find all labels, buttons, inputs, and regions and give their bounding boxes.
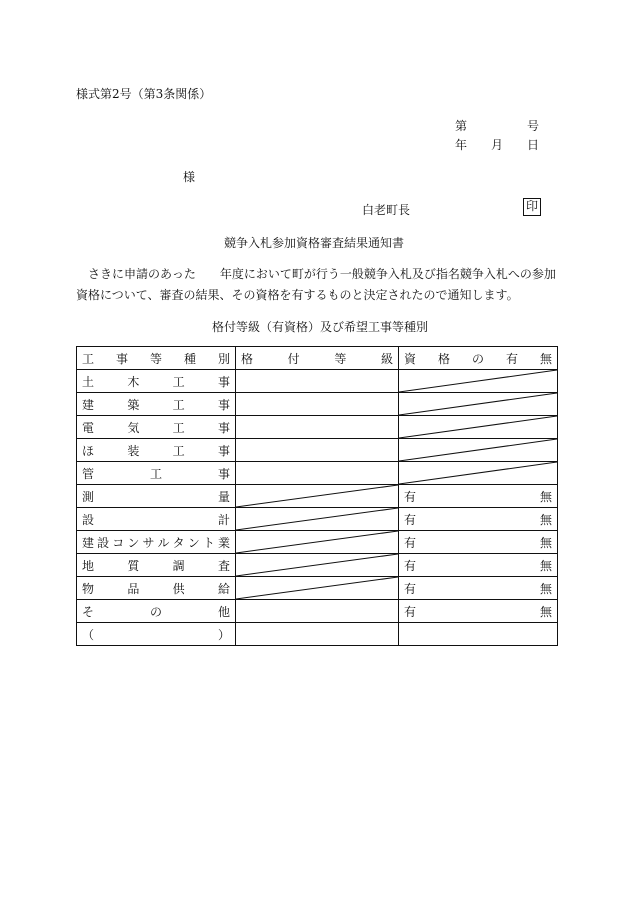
issuer-name: 白老町長 (362, 203, 411, 217)
yes-no-options (404, 580, 552, 597)
document-number-prefix: 第 (455, 119, 468, 133)
grade-cell[interactable] (236, 462, 399, 485)
table-caption: 格付等級（有資格）及び希望工事等種別 (212, 320, 429, 334)
work-type-cell (77, 600, 236, 623)
eligibility-cell[interactable] (399, 508, 558, 531)
table-row (77, 462, 558, 485)
eligibility-cell[interactable] (399, 416, 558, 439)
table-row (77, 577, 558, 600)
header-grade-text: 格 付 等 級 (241, 351, 393, 366)
grade-cell[interactable] (236, 577, 399, 600)
eligibility-cell[interactable] (399, 600, 558, 623)
work-type-text: ほ 装 工 事 (82, 443, 230, 458)
work-type-cell (77, 531, 236, 554)
date-day-label: 日 (527, 138, 540, 152)
work-type-text: 土 木 工 事 (82, 374, 230, 389)
work-type-text: 測 量 (82, 489, 230, 504)
work-type-text: そ の 他 (82, 604, 230, 619)
work-type-cell (77, 508, 236, 531)
header-eligibility (399, 347, 558, 370)
diagonal-line (236, 508, 398, 530)
work-type-cell (77, 370, 236, 393)
date-month-label: 月 (491, 138, 504, 152)
body-text-line-2: 資格について、審査の結果、その資格を有するものと決定されたので通知します。 (76, 288, 519, 302)
diagonal-line (236, 577, 398, 599)
eligibility-cell[interactable] (399, 485, 558, 508)
work-type-text: 物 品 供 給 (82, 581, 230, 596)
yes-no-options (404, 488, 552, 505)
no-label: 無 (539, 535, 552, 550)
yes-label: 有 (404, 581, 417, 596)
yes-label: 有 (404, 512, 417, 527)
table-row (77, 416, 558, 439)
diagonal-line (399, 370, 557, 392)
no-label: 無 (539, 604, 552, 619)
work-type-cell (77, 416, 236, 439)
other-work-type-parentheses (82, 626, 230, 643)
body-text-line-1: さきに申請のあった 年度において町が行う一般競争入札及び指名競争入札への参加 (88, 267, 556, 281)
grade-cell[interactable] (236, 370, 399, 393)
yes-no-options (404, 603, 552, 620)
table-row (77, 393, 558, 416)
header-work-type-text: 工 事 等 種 別 (82, 351, 230, 366)
work-type-text: 管 工 事 (82, 466, 230, 481)
eligibility-cell[interactable] (399, 439, 558, 462)
grade-cell[interactable] (236, 554, 399, 577)
table-header-row (77, 347, 558, 370)
results-table (76, 346, 558, 646)
diagonal-line (399, 462, 557, 484)
seal-mark: 印 (523, 198, 541, 216)
grade-cell[interactable] (236, 508, 399, 531)
work-type-cell (77, 462, 236, 485)
table-row (77, 485, 558, 508)
eligibility-cell[interactable] (399, 577, 558, 600)
work-type-text: 設 計 (82, 512, 230, 527)
work-type-cell (77, 577, 236, 600)
table-row-other (77, 623, 558, 646)
eligibility-cell[interactable] (399, 462, 558, 485)
yes-no-options (404, 557, 552, 574)
addressee-honorific: 様 (183, 170, 196, 184)
table-row (77, 439, 558, 462)
eligibility-cell[interactable] (399, 531, 558, 554)
yes-label: 有 (404, 535, 417, 550)
eligibility-cell[interactable] (399, 554, 558, 577)
document-number-suffix: 号 (527, 119, 540, 133)
header-work-type (77, 347, 236, 370)
no-label: 無 (539, 489, 552, 504)
work-type-cell (77, 393, 236, 416)
open-paren: （ (82, 627, 95, 642)
grade-cell[interactable] (236, 531, 399, 554)
yes-no-options (404, 511, 552, 528)
work-type-cell (77, 554, 236, 577)
no-label: 無 (539, 558, 552, 573)
yes-label: 有 (404, 604, 417, 619)
header-grade (236, 347, 399, 370)
eligibility-cell[interactable] (399, 393, 558, 416)
work-type-text: 建 築 工 事 (82, 397, 230, 412)
diagonal-line (236, 485, 398, 507)
eligibility-cell[interactable] (399, 370, 558, 393)
no-label: 無 (539, 581, 552, 596)
diagonal-line (399, 439, 557, 461)
work-type-cell (77, 439, 236, 462)
table-row (77, 370, 558, 393)
work-type-cell (77, 485, 236, 508)
date-year-label: 年 (455, 138, 468, 152)
header-eligibility-text: 資 格 の 有 無 (404, 351, 552, 366)
table-row (77, 600, 558, 623)
diagonal-line (399, 416, 557, 438)
work-type-text: 地 質 調 査 (82, 558, 230, 573)
grade-cell[interactable] (236, 416, 399, 439)
table-row (77, 554, 558, 577)
work-type-text: 建 設 コ ン サ ル タ ン ト 業 (82, 535, 230, 550)
diagonal-line (399, 393, 557, 415)
grade-cell[interactable] (236, 623, 399, 646)
eligibility-cell[interactable] (399, 623, 558, 646)
grade-cell[interactable] (236, 485, 399, 508)
document-title: 競争入札参加資格審査結果通知書 (224, 236, 405, 250)
no-label: 無 (539, 512, 552, 527)
table-row (77, 508, 558, 531)
table-row (77, 531, 558, 554)
close-paren: ） (217, 627, 230, 642)
form-number: 様式第2号（第3条関係） (76, 87, 212, 101)
yes-label: 有 (404, 558, 417, 573)
diagonal-line (236, 531, 398, 553)
other-work-type-cell[interactable] (77, 623, 236, 646)
yes-no-options (404, 534, 552, 551)
yes-label: 有 (404, 489, 417, 504)
diagonal-line (236, 554, 398, 576)
work-type-text: 電 気 工 事 (82, 420, 230, 435)
grade-cell[interactable] (236, 439, 399, 462)
grade-cell[interactable] (236, 393, 399, 416)
grade-cell[interactable] (236, 600, 399, 623)
